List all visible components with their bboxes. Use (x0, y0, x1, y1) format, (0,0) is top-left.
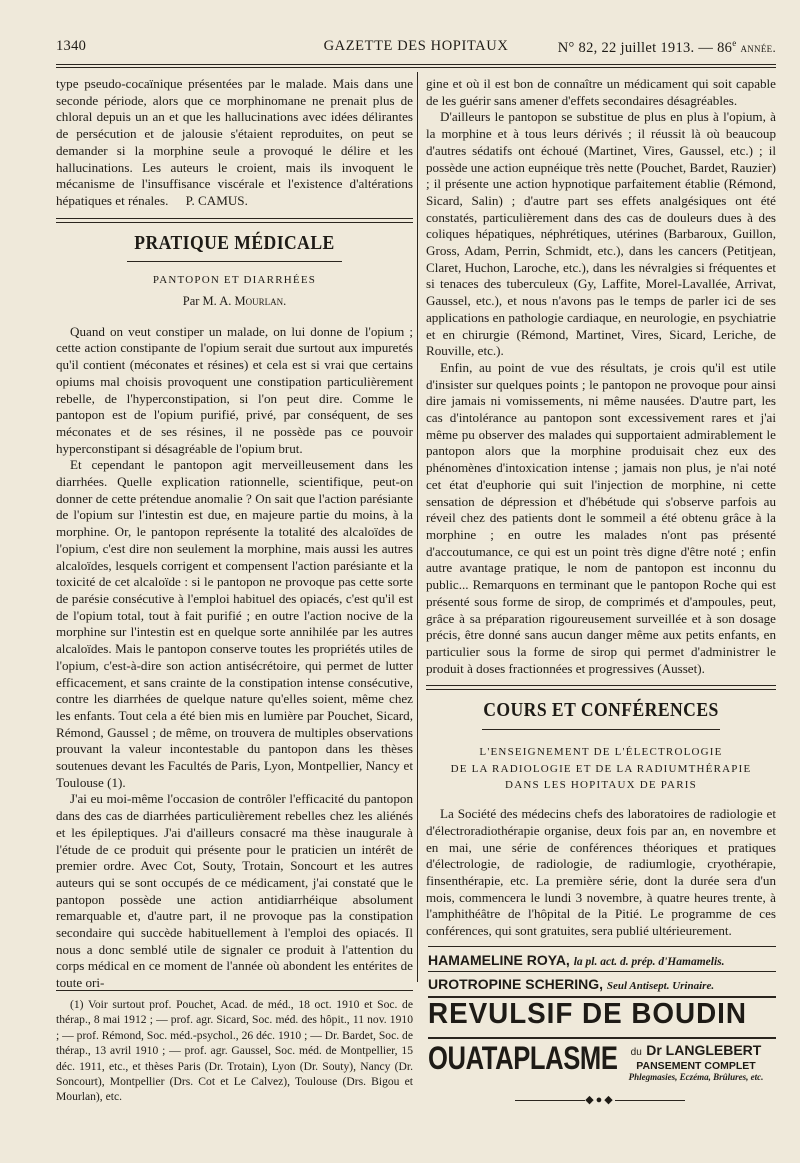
intro-paragraph (56, 76, 413, 210)
separator-line (426, 685, 776, 686)
article-paragraph: gine et où il est bon de connaître un médicament qui soit capable de les guérir sans amener d'effets secondaires désagréables. (426, 76, 776, 108)
article-author (56, 293, 413, 310)
ad-rule (428, 946, 776, 947)
title-underline (127, 261, 341, 262)
issue-annee: année. (740, 39, 776, 55)
article-paragraph: Et cependant le pantopon agit merveilleusement dans les diarrhées. Quelle explication rationnelle, scientifique, peut-on donner de cette prétendue anomalie ? On sait que l'action parésiante de l'opium sur l'intestin est due, en majeure partie du moins, à la morphine. Or, le pantopon représente la totalité des alcaloïdes de l'opium, c'est dire non seulement la morphine, mais aussi les autres alcaloïdes, lesquels corrigent et compensent l'action parésiante et la toxicité de cet alcaloïde : si le pantopon ne provoque pas cette sorte de parésie consécutive à l'emploi habituel des opiacés, c'est qu'il est de l'opium total, tout à fait purifié ; en outre l'action nocive de la morphine sur l'intestin est en quelque sorte annihilée par les autres alcaloïdes. Mais le pantopon conserve toutes les propriétés utiles de l'opium, c'est-à-dire son action antisécrétoire, qui permet de lutter efficacement, et sans crainte de la constipation intense consécutive, contre les diarrhées de quelque nature qu'elles soient, même chez les enfants. Tout cela a été bien mis en lumière par Pouchet, Sicard, Rémond, Gaussel ; de même, on trouvera de multiples observations prouvant la valeur incontestable du pantopon dans les thèses soutenues devant les Facultés de Paris, Lyon, Montpellier, Nancy et Toulouse (1). (56, 457, 413, 790)
ad-hamameline-name: HAMAMELINE ROYA, (428, 952, 570, 968)
ad-ouataplasme-details (616, 1042, 776, 1082)
ad-ouata-du: du (630, 1047, 642, 1058)
ad-ouata-pansement: PANSEMENT COMPLET (636, 1060, 756, 1072)
header-rule-top (56, 64, 776, 65)
article-paragraph: Enfin, au point de vue des résultats, je crois qu'il est utile d'insister sur quelques points ; le pantopon ne provoque pour ainsi dire jamais ni vomissements, ni même nausées. D'autre part, les cas d'intolérance au pantopon sont excessivement rares et j'ai même pu observer des malades qui supportaient admirablement le pantopon alors que la morphine produisait chez eux des phénomènes d'intoxication intense ; jamais non plus, je n'ai noté cet état d'euphorie qui suit l'injection de morphine, ni cette sensation de dépression et d'hébétude qui s'observe parfois au réveil chez des patients dont le sommeil a été obtenu grâce à la morphine ; en outre les malades n'ont pas présenté d'accoutumance, ce qui est un point très digne d'être noté ; enfin autre avantage pratique, le nom de pantopon est inconnu du public... Remarquons en terminant que le pantopon Roche qui est présenté sous forme de sirop, de comprimés et d'ampoules, peut, grâce à sa préparation rigoureusement surveillée et à son dosage précis, être donné sans aucun danger même aux petits enfants, en particulier sous la forme de sirop qui permet d'administrer le produit à doses fractionnées et progressives (Ausset). (426, 359, 776, 676)
article-title: PANTOPON ET DIARRHÉES (152, 274, 317, 287)
article-paragraph: Quand on veut constiper un malade, on lui donne de l'opium ; cette action constipante de l'opium serait due surtout aux impuretés qu'il contient (méconates et résines) et cela est si vrai que certains opiums mal choisis provoquent une constipation particulièrement rebelle, de l'hyperconstipation, si l'on peut dire. Comme le pantopon est de l'opium purifié, privé, par conséquent, de ses méconates et de ses résines, il ne possède pas ce pouvoir hyperconstipant si désagréable de l'opium brut. (56, 323, 413, 456)
ad-revulsif: REVULSIF DE BOUDIN (428, 998, 747, 1030)
author-prefix: Par M. A. (182, 294, 232, 309)
intro-text: type pseudo-cocaïnique présentées par le malade. Mais dans une seconde période, alors que ce morphinomane ne prenait plus de chloral depuis un an et que les hallucinations avec idées délirantes de persécution et de jalousie s'étaient reproduites, on peut se demander si la morphine seule a provoqué le délire et les hallucinations. Les auteurs le croient, mais ils invoquent le mécanisme de l'insuffisance viscérale et l'existence d'altérations hépatiques et rénales. (56, 76, 413, 208)
intro-signature: P. CAMUS. (185, 192, 248, 208)
section-title-pratique: PRATIQUE MÉDICALE (134, 231, 335, 254)
ad-urotropine-name: UROTROPINE SCHERING, (428, 976, 604, 992)
section-title-cours: COURS ET CONFÉRENCES (483, 699, 719, 722)
ad-ouataplasme (428, 1040, 776, 1088)
left-column (56, 76, 413, 992)
ad-urotropine (428, 976, 776, 992)
column-divider (417, 72, 418, 982)
ad-hamameline-desc: la pl. act. d. prép. d'Hamamelis. (573, 956, 725, 968)
ad-hamameline (428, 952, 776, 968)
separator-line (56, 218, 413, 219)
footnote (56, 990, 413, 1105)
right-column (426, 76, 776, 940)
ornament-divider: ◆●◆ (500, 1093, 700, 1106)
issue-date: N° 82, 22 juillet 1913. — 86 (557, 39, 733, 56)
ad-ouata-doctor: Dr LANGLEBERT (646, 1042, 762, 1058)
article-paragraph: D'ailleurs le pantopon se substitue de plus en plus à l'opium, à la morphine et à tous leurs dérivés ; il réussit là où beaucoup d'autres sédatifs ont échoué (Martinet, Vires, Gaussel, etc.) ; il possède une action eupnéique très nette (Pouchet, Bardet, Rauzier) ; il présente une action hypnotique parfaitement établie (Rémond, Sicard, Salin) ; d'autre part ses effets analgésiques ont été constatés, particulièrement dans des cas de douleurs dues à des coliques hépatiques, néphrétiques, utérines (Barbaroux, Guillon, Gross, Adam, Perrin, Schmidt, etc.), dans les cancers (Petitjean, Claret, Huchon, Laroche, etc.), dans les névralgies si fréquentes et si tenaces des tuberculeux (Gy, Laffite, Morel-Lavallée, Arrivat, Gaussel, etc.), et nous n'avons pas le temps de parler ici de ses applications en pathologie cardiaque, en neurologie, en psychiatrie et en chirurgie (Rémond, Martinet, Vires, Sicard, Leriche, de Rouville, etc.). (426, 109, 776, 359)
article-paragraph: La Société des médecins chefs des laboratoires de radiologie et d'électroradiothérapie organise, deux fois par an, en novembre et en mai, une série de conférences théoriques et pratiques d'électrologie, de radiologie, de radiumlogie, cryothérapie, finsenthérapie, etc. La première série, dont la durée sera d'un mois, commencera le lundi 3 novembre, à quatre heures trente, à l'amphithéâtre de l'hôpital de la Pitié. Le programme de ces conférences, qui sont gratuites, sera publié ultérieurement. (426, 806, 776, 939)
page-header (56, 38, 776, 58)
ad-rule (428, 1037, 776, 1039)
separator-line (56, 222, 413, 223)
header-rule-bottom (56, 67, 776, 68)
section-separator (56, 218, 413, 223)
title-underline (482, 729, 720, 730)
ad-ouata-uses: Phlegmasies, Eczéma, Brûlures, etc. (628, 1072, 764, 1082)
issue-superscript: e (732, 38, 737, 48)
journal-title: GAZETTE DES HOPITAUX (323, 38, 509, 54)
section-separator (426, 685, 776, 690)
page-number: 1340 (56, 38, 87, 54)
article-title-line: DE LA RADIOLOGIE ET DE LA RADIUMTHÉRAPIE (450, 762, 752, 775)
issue-info (558, 38, 776, 57)
ad-ouataplasme-name: OUATAPLASME (428, 1040, 618, 1076)
author-name: Mourlan. (234, 294, 287, 309)
separator-line (426, 689, 776, 690)
article-title-line: L'ENSEIGNEMENT DE L'ÉLECTROLOGIE (479, 746, 723, 759)
footnote-rule (56, 990, 413, 991)
article-title-line: DANS LES HOPITAUX DE PARIS (505, 779, 697, 792)
article-paragraph: J'ai eu moi-même l'occasion de contrôler l'efficacité du pantopon dans des cas de diarrhées particulièrement rebelles chez les aliénés et les épileptiques. J'ai d'ailleurs consacré ma thèse inaugurale à l'étude de ce produit qui présente pour le praticien un intérêt de premier ordre. Avec Cot, Souty, Trotain, Soncourt et les autres auteurs qui se sont occupés de ce médicament, j'ai constaté que le pantopon possède une action antidiarrhéique absolument remarquable et, d'autre part, il ne provoque pas la constipation secondaire qui succède habituellement à l'emploi des opiacés. Il nous a donc semblé utile de signaler ce produit à l'attention du corps médical en ce moment de l'année où abondent les entérites de toute ori- (56, 791, 413, 991)
ornament-line (515, 1100, 585, 1101)
ad-rule (428, 971, 776, 972)
footnote-text: (1) Voir surtout prof. Pouchet, Acad. de méd., 18 oct. 1910 et Soc. de thérap., 8 mai 1912 ; — prof. agr. Sicard, Soc. méd. des hôpit., 11 nov. 1910 ; — prof. Rémond, Soc. méd.-psychol., 26 déc. 1910 ; — Dr. Bardet, Soc. de thérap., 13 avril 1910 ; — prof. agr. Gaussel, Soc. méd. de Montpellier, 15 déc. 1911, etc., et thèses Paris (Dr. Trotain), Lyon (Dr. Souty), Nancy (Dr. Soncourt), Montpellier (Drs. Cot et Le Calvez), Toulouse (Drs. Bigou et Mourlan), etc. (56, 998, 413, 1104)
ad-urotropine-desc: Seul Antisept. Urinaire. (606, 980, 715, 992)
ornament-line (615, 1100, 685, 1101)
